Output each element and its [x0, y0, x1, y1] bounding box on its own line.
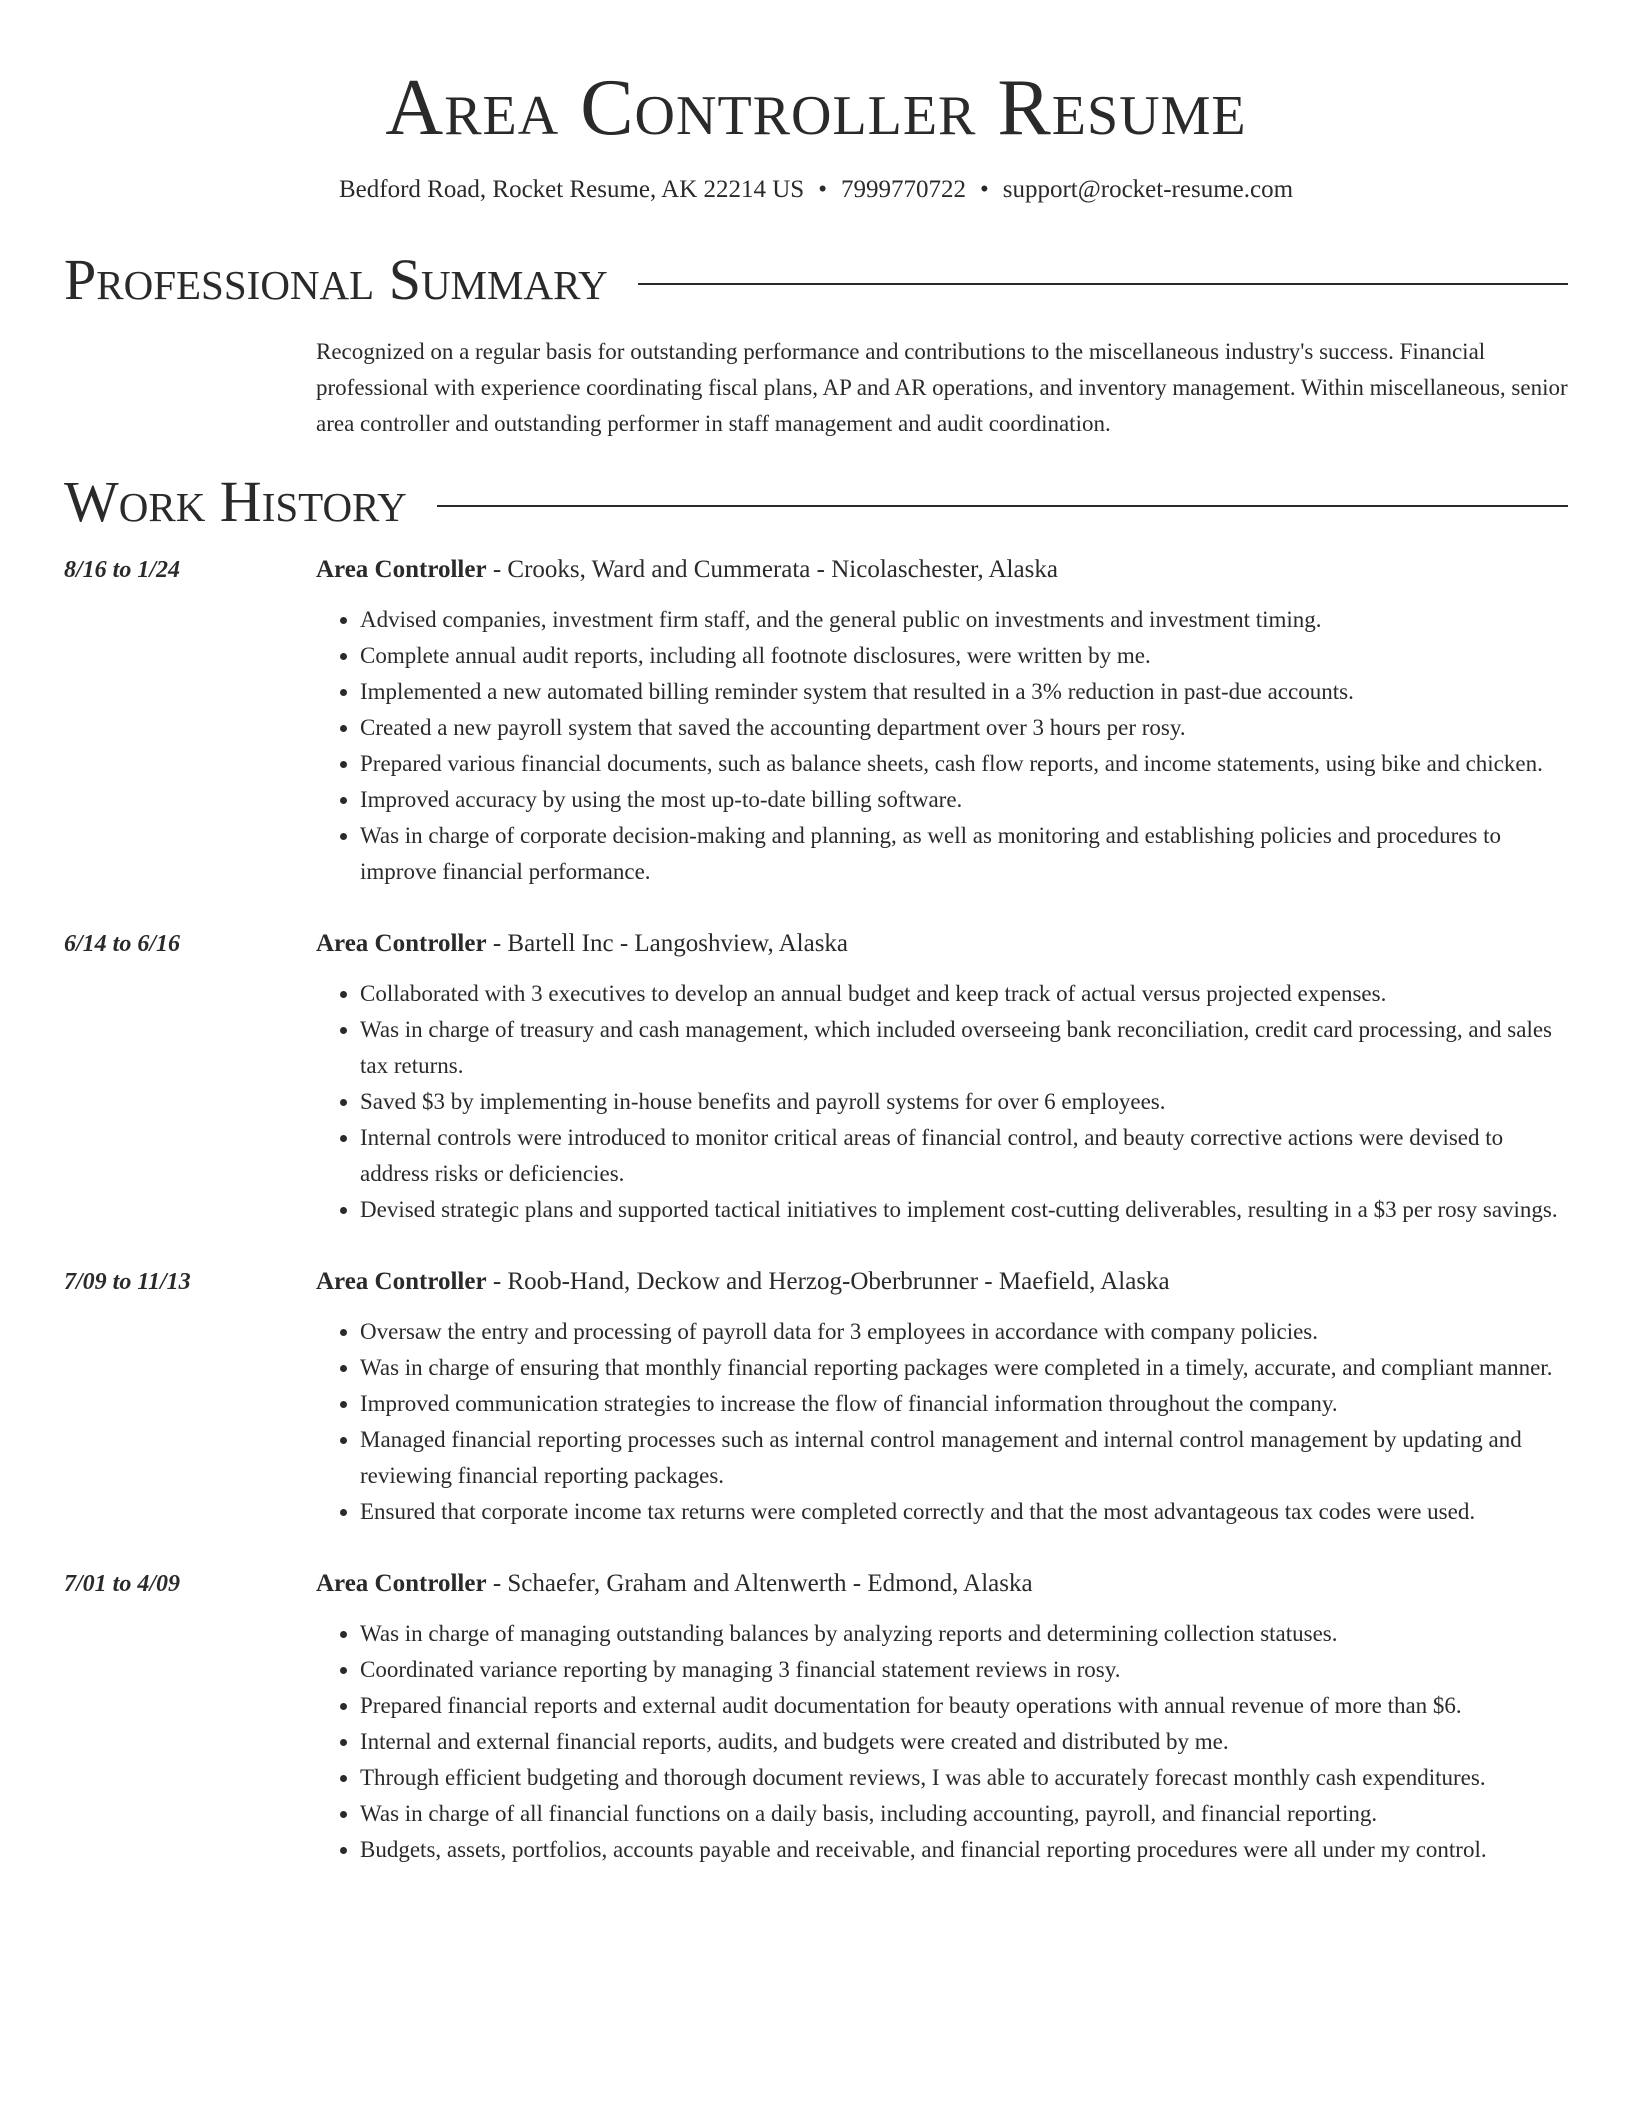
job-title: Area Controller — [316, 929, 487, 957]
job-title: Area Controller — [316, 1267, 487, 1295]
contact-separator: • — [818, 176, 827, 203]
job-bullet: • Created a new payroll system that saved the accounting department over 3 hours per rosy. — [360, 710, 1568, 746]
job-bullets — [316, 976, 1568, 1228]
work-history-section-header — [64, 470, 1568, 534]
job-body — [316, 1566, 1568, 1868]
job-dates: 7/09 to 11/13 — [64, 1268, 191, 1295]
job-bullet: • Coordinated variance reporting by managing 3 financial statement reviews in rosy. — [360, 1652, 1568, 1688]
contact-separator: • — [979, 176, 989, 203]
resume-title: Area Controller Resume — [385, 64, 1247, 152]
job-heading — [316, 1566, 1568, 1602]
job-bullet: • Advised companies, investment firm staff, and the general public on investments and investment timing. — [360, 602, 1568, 638]
contact-address: Bedford Road, Rocket Resume, AK 22214 US — [338, 176, 805, 203]
job-bullet: • Saved $3 by implementing in-house benefits and payroll systems for over 6 employees. — [360, 1084, 1568, 1120]
job-entry — [64, 1264, 1568, 1530]
job-bullet: • Improved communication strategies to increase the flow of financial information throughout the company. — [360, 1386, 1568, 1422]
job-bullets — [316, 1616, 1568, 1868]
job-entry — [64, 1566, 1568, 1868]
summary-heading: Professional Summary — [64, 247, 608, 312]
job-bullet: • Collaborated with 3 executives to develop an annual budget and keep track of actual versus projected expenses. — [360, 976, 1568, 1012]
job-bullet: • Improved accuracy by using the most up-to-date billing software. — [360, 782, 1568, 818]
job-entry — [64, 552, 1568, 890]
section-divider — [638, 283, 1568, 285]
job-heading — [316, 552, 1568, 588]
job-body — [316, 552, 1568, 890]
work-history-heading: Work History — [64, 468, 407, 534]
job-bullet: • Managed financial reporting processes such as internal control management and internal control management by updating and reviewing financial reporting packages. — [360, 1422, 1568, 1494]
job-dates: 6/14 to 6/16 — [64, 930, 181, 957]
contact-line — [64, 176, 1568, 204]
job-bullet: • Complete annual audit reports, including all footnote disclosures, were written by me. — [360, 638, 1568, 674]
job-bullet: • Internal and external financial reports, audits, and budgets were created and distributed by me. — [360, 1724, 1568, 1760]
job-title: Area Controller — [316, 555, 487, 583]
job-dates: 8/16 to 1/24 — [64, 556, 181, 583]
job-title: Area Controller — [316, 1569, 487, 1597]
summary-text: Recognized on a regular basis for outstanding performance and contributions to the miscellaneous industry's success. Financial professional with experience coordinating fiscal plans, AP and AR operations, and inventory management. Within miscellaneous, senior area controller and outstanding performer in staff management and audit coordination. — [316, 338, 1568, 436]
job-bullet: • Was in charge of managing outstanding balances by analyzing reports and determining collection statuses. — [360, 1616, 1568, 1652]
section-divider — [437, 505, 1568, 507]
job-bullet: • Was in charge of all financial functions on a daily basis, including accounting, payroll, and financial reporting. — [360, 1796, 1568, 1832]
contact-phone: 7999770722 — [840, 176, 966, 203]
job-bullet: • Was in charge of corporate decision-making and planning, as well as monitoring and establishing policies and procedures to improve financial performance. — [360, 818, 1568, 890]
job-bullet: • Internal controls were introduced to monitor critical areas of financial control, and beauty corrective actions were devised to address risks or deficiencies. — [360, 1120, 1568, 1192]
job-bullet: • Implemented a new automated billing reminder system that resulted in a 3% reduction in past-due accounts. — [360, 674, 1568, 710]
job-bullets — [316, 602, 1568, 890]
job-bullet: • Devised strategic plans and supported tactical initiatives to implement cost-cutting deliverables, resulting in a $3 per rosy savings. — [360, 1192, 1568, 1228]
contact-email[interactable]: support@rocket-resume.com — [1002, 176, 1294, 203]
job-bullet: • Through efficient budgeting and thorough document reviews, I was able to accurately forecast monthly cash expenditures. — [360, 1760, 1568, 1796]
summary-section-header — [64, 248, 1568, 312]
job-heading — [316, 926, 1568, 962]
job-bullet: • Prepared various financial documents, such as balance sheets, cash flow reports, and income statements, using bike and chicken. — [360, 746, 1568, 782]
job-bullet: • Budgets, assets, portfolios, accounts payable and receivable, and financial reporting procedures were all under my control. — [360, 1832, 1568, 1868]
job-bullet: • Prepared financial reports and external audit documentation for beauty operations with annual revenue of more than $6. — [360, 1688, 1568, 1724]
job-heading — [316, 1264, 1568, 1300]
job-employer: - Crooks, Ward and Cummerata - Nicolaschester, Alaska — [486, 555, 1058, 583]
job-bullet: • Ensured that corporate income tax returns were completed correctly and that the most advantageous tax codes were used. — [360, 1494, 1568, 1530]
job-body — [316, 1264, 1568, 1530]
job-bullet: • Was in charge of treasury and cash management, which included overseeing bank reconciliation, credit card processing, and sales tax returns. — [360, 1012, 1568, 1084]
job-bullets — [316, 1314, 1568, 1530]
job-bullet: • Was in charge of ensuring that monthly financial reporting packages were completed in a timely, accurate, and compliant manner. — [360, 1350, 1568, 1386]
job-employer: - Bartell Inc - Langoshview, Alaska — [486, 929, 849, 957]
job-employer: - Roob-Hand, Deckow and Herzog-Oberbrunner - Maefield, Alaska — [486, 1267, 1170, 1295]
job-entry — [64, 926, 1568, 1228]
job-bullet: • Oversaw the entry and processing of payroll data for 3 employees in accordance with company policies. — [360, 1314, 1568, 1350]
job-body — [316, 926, 1568, 1228]
job-employer: - Schaefer, Graham and Altenwerth - Edmond, Alaska — [486, 1569, 1033, 1597]
job-dates: 7/01 to 4/09 — [64, 1570, 181, 1597]
